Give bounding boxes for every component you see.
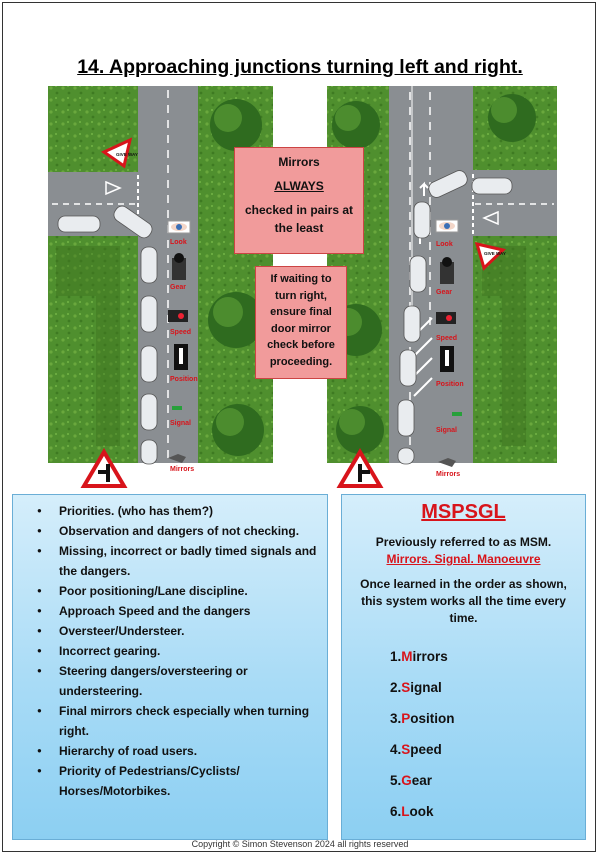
right-label-position: Position (436, 381, 464, 388)
list-item: ● Incorrect gearing. (59, 641, 327, 661)
left-label-position: Position (170, 376, 198, 383)
step-number: 3. (390, 711, 402, 726)
list-item: ● Approach Speed and the dangers (59, 601, 327, 621)
step-number: 2. (390, 680, 402, 695)
previously-text: Previously referred to as MSM. (375, 535, 552, 549)
step-initial: S (401, 680, 411, 695)
list-item: ● Priorities. (who has them?) (59, 501, 327, 521)
list-item: ● Priority of Pedestrians/Cyclists/ Horses/Motorbikes. (59, 761, 327, 801)
step-initial: L (401, 804, 410, 819)
list-item: ● Final mirrors check especially when turning right. (59, 701, 327, 741)
left-scene (48, 86, 273, 486)
step-initial: M (401, 649, 413, 664)
step-initial: P (401, 711, 411, 726)
system-description: Once learned in the order as shown, this system works all the time every time. (360, 577, 567, 625)
step-item (390, 773, 455, 804)
signal-icon (452, 412, 462, 416)
msm-text: Mirrors. Signal. Manoeuvre (386, 552, 541, 566)
signal-icon (172, 406, 182, 410)
step-rest: ignal (410, 680, 442, 695)
right-label-speed: Speed (436, 335, 458, 342)
step-number: 5. (390, 773, 402, 788)
left-label-look: Look (170, 239, 187, 246)
give-way-sign-text: GIVE WAY (116, 152, 138, 157)
considerations-panel (12, 494, 328, 840)
mirrors-box-line3: checked in pairs at the least (244, 203, 354, 235)
right-label-signal: Signal (436, 427, 458, 434)
step-item (390, 680, 455, 711)
mspsgl-steps (390, 649, 455, 835)
step-rest: peed (410, 742, 442, 757)
step-rest: ear (411, 773, 433, 788)
mspsgl-panel (341, 494, 586, 840)
left-label-signal: Signal (170, 420, 192, 427)
mspsgl-heading: MSPSGL (421, 501, 506, 523)
step-number: 6. (390, 804, 402, 819)
step-rest: osition (410, 711, 455, 726)
waiting-turn-right-box (255, 266, 347, 379)
step-item (390, 649, 455, 680)
right-scene (327, 86, 557, 486)
step-rest: ook (409, 804, 434, 819)
considerations-list (13, 501, 327, 801)
give-way-sign-text: GIVE WAY (484, 251, 506, 256)
list-item: ● Steering dangers/oversteering or understeering. (59, 661, 327, 701)
right-label-look: Look (436, 241, 453, 248)
mirrors-always-box (234, 147, 364, 254)
step-item (390, 804, 455, 835)
mirrors-box-line2: ALWAYS (274, 179, 324, 193)
step-rest: irrors (412, 649, 448, 664)
waiting-box-text: If waiting to turn right, ensure final door mirror check before proceeding. (267, 273, 335, 368)
list-item: ● Poor positioning/Lane discipline. (59, 581, 327, 601)
right-label-mirrors: Mirrors (436, 471, 461, 478)
left-label-speed: Speed (170, 329, 192, 336)
left-label-gear: Gear (170, 284, 186, 291)
page-title: 14. Approaching junctions turning left and right. (77, 56, 523, 78)
left-label-mirrors: Mirrors (170, 466, 195, 473)
right-label-gear: Gear (436, 289, 452, 296)
list-item: ● Observation and dangers of not checking. (59, 521, 327, 541)
step-initial: G (401, 773, 412, 788)
step-item (390, 742, 455, 773)
step-number: 4. (390, 742, 402, 757)
list-item: ● Hierarchy of road users. (59, 741, 327, 761)
copyright-footer: Copyright © Simon Stevenson 2024 all rights reserved (191, 839, 409, 849)
mirrors-box-line1: Mirrors (278, 155, 320, 169)
step-number: 1. (390, 649, 402, 664)
list-item: ● Oversteer/Understeer. (59, 621, 327, 641)
step-item (390, 711, 455, 742)
list-item: ● Missing, incorrect or badly timed signals and the dangers. (59, 541, 327, 581)
step-initial: S (401, 742, 411, 757)
